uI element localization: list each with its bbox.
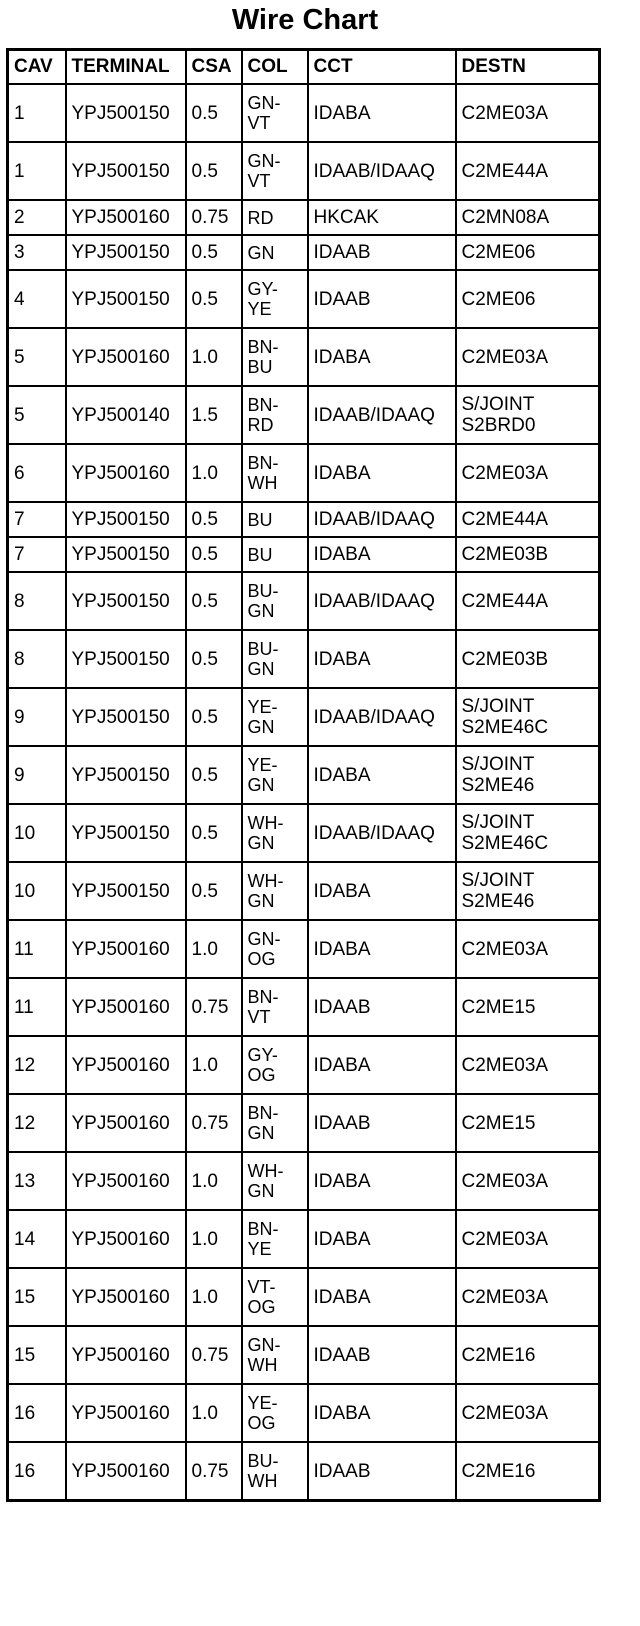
cell-cav: 6	[8, 444, 66, 502]
cell-terminal: YPJ500150	[66, 537, 186, 572]
wire-chart-table	[6, 48, 601, 1502]
cell-destn: C2ME44A	[456, 502, 600, 537]
cell-col: BU	[242, 537, 308, 572]
cell-col: BN- YE	[242, 1210, 308, 1268]
header-col: COL	[242, 50, 308, 85]
table-row	[8, 328, 600, 386]
cell-cav: 3	[8, 235, 66, 270]
cell-cav: 12	[8, 1094, 66, 1152]
cell-terminal: YPJ500150	[66, 572, 186, 630]
cell-destn: C2ME06	[456, 270, 600, 328]
cell-destn: C2ME44A	[456, 572, 600, 630]
cell-cct: IDAAB/IDAAQ	[308, 688, 456, 746]
cell-terminal: YPJ500160	[66, 1442, 186, 1501]
table-row	[8, 978, 600, 1036]
cell-destn: C2ME44A	[456, 142, 600, 200]
table-row	[8, 1326, 600, 1384]
cell-cct: IDABA	[308, 1384, 456, 1442]
cell-destn: C2ME15	[456, 1094, 600, 1152]
cell-cav: 1	[8, 142, 66, 200]
cell-col: WH- GN	[242, 804, 308, 862]
cell-destn: C2ME03A	[456, 328, 600, 386]
table-row	[8, 386, 600, 444]
cell-csa: 0.5	[186, 502, 242, 537]
cell-col: WH- GN	[242, 1152, 308, 1210]
cell-csa: 0.75	[186, 1094, 242, 1152]
cell-csa: 1.0	[186, 1152, 242, 1210]
cell-terminal: YPJ500160	[66, 444, 186, 502]
cell-col: BN- WH	[242, 444, 308, 502]
table-row	[8, 84, 600, 142]
cell-col: BN- RD	[242, 386, 308, 444]
table-row	[8, 1036, 600, 1094]
cell-col: YE- OG	[242, 1384, 308, 1442]
table-row	[8, 537, 600, 572]
cell-cav: 15	[8, 1326, 66, 1384]
header-cct: CCT	[308, 50, 456, 85]
cell-col: WH- GN	[242, 862, 308, 920]
cell-csa: 1.0	[186, 920, 242, 978]
cell-destn: C2ME03A	[456, 1210, 600, 1268]
cell-col: RD	[242, 200, 308, 235]
cell-destn: S/JOINT S2BRD0	[456, 386, 600, 444]
cell-csa: 0.5	[186, 572, 242, 630]
table-row	[8, 688, 600, 746]
cell-csa: 1.0	[186, 1036, 242, 1094]
cell-terminal: YPJ500160	[66, 200, 186, 235]
cell-terminal: YPJ500160	[66, 1152, 186, 1210]
cell-terminal: YPJ500160	[66, 1384, 186, 1442]
cell-col: VT- OG	[242, 1268, 308, 1326]
cell-cct: IDABA	[308, 328, 456, 386]
cell-col: GN	[242, 235, 308, 270]
cell-cct: IDABA	[308, 84, 456, 142]
cell-csa: 0.75	[186, 200, 242, 235]
cell-destn: S/JOINT S2ME46	[456, 862, 600, 920]
cell-terminal: YPJ500140	[66, 386, 186, 444]
cell-cav: 5	[8, 328, 66, 386]
cell-cav: 7	[8, 502, 66, 537]
cell-csa: 0.5	[186, 688, 242, 746]
cell-terminal: YPJ500150	[66, 862, 186, 920]
table-row	[8, 1210, 600, 1268]
table-row	[8, 235, 600, 270]
cell-terminal: YPJ500150	[66, 688, 186, 746]
cell-col: GY- YE	[242, 270, 308, 328]
cell-col: BU- GN	[242, 572, 308, 630]
cell-csa: 0.5	[186, 630, 242, 688]
cell-terminal: YPJ500150	[66, 270, 186, 328]
cell-col: BU- WH	[242, 1442, 308, 1501]
table-row	[8, 572, 600, 630]
cell-csa: 1.0	[186, 328, 242, 386]
table-row	[8, 630, 600, 688]
cell-destn: C2ME03B	[456, 630, 600, 688]
cell-destn: C2MN08A	[456, 200, 600, 235]
cell-col: BU- GN	[242, 630, 308, 688]
cell-terminal: YPJ500160	[66, 1326, 186, 1384]
cell-terminal: YPJ500150	[66, 630, 186, 688]
cell-cct: IDAAB/IDAAQ	[308, 142, 456, 200]
table-row	[8, 746, 600, 804]
cell-cct: IDABA	[308, 444, 456, 502]
cell-destn: C2ME16	[456, 1326, 600, 1384]
cell-terminal: YPJ500150	[66, 746, 186, 804]
cell-col: BN- VT	[242, 978, 308, 1036]
cell-destn: C2ME03A	[456, 920, 600, 978]
cell-csa: 1.0	[186, 1268, 242, 1326]
cell-cct: IDABA	[308, 1152, 456, 1210]
cell-cav: 13	[8, 1152, 66, 1210]
cell-cav: 7	[8, 537, 66, 572]
cell-cav: 9	[8, 746, 66, 804]
cell-csa: 0.75	[186, 1326, 242, 1384]
cell-cct: IDAAB	[308, 270, 456, 328]
cell-destn: C2ME03A	[456, 1384, 600, 1442]
cell-col: BN- GN	[242, 1094, 308, 1152]
cell-csa: 1.5	[186, 386, 242, 444]
cell-terminal: YPJ500160	[66, 1210, 186, 1268]
cell-cct: HKCAK	[308, 200, 456, 235]
cell-destn: C2ME03B	[456, 537, 600, 572]
cell-cct: IDAAB/IDAAQ	[308, 386, 456, 444]
cell-csa: 0.5	[186, 142, 242, 200]
cell-destn: C2ME03A	[456, 84, 600, 142]
cell-destn: S/JOINT S2ME46	[456, 746, 600, 804]
header-csa: CSA	[186, 50, 242, 85]
cell-col: YE- GN	[242, 688, 308, 746]
cell-destn: C2ME16	[456, 1442, 600, 1501]
cell-col: GY- OG	[242, 1036, 308, 1094]
cell-cav: 16	[8, 1442, 66, 1501]
header-destn: DESTN	[456, 50, 600, 85]
table-row	[8, 444, 600, 502]
cell-destn: C2ME15	[456, 978, 600, 1036]
cell-terminal: YPJ500150	[66, 142, 186, 200]
cell-cav: 15	[8, 1268, 66, 1326]
table-row	[8, 1442, 600, 1501]
cell-cav: 12	[8, 1036, 66, 1094]
cell-terminal: YPJ500150	[66, 502, 186, 537]
cell-csa: 0.75	[186, 978, 242, 1036]
header-cav: CAV	[8, 50, 66, 85]
cell-col: BU	[242, 502, 308, 537]
cell-col: BN- BU	[242, 328, 308, 386]
cell-csa: 0.5	[186, 235, 242, 270]
cell-cav: 4	[8, 270, 66, 328]
table-row	[8, 862, 600, 920]
cell-cct: IDAAB	[308, 1326, 456, 1384]
cell-col: GN- OG	[242, 920, 308, 978]
header-row	[8, 50, 600, 85]
cell-cav: 14	[8, 1210, 66, 1268]
cell-cct: IDABA	[308, 1210, 456, 1268]
cell-csa: 0.5	[186, 746, 242, 804]
cell-cav: 10	[8, 862, 66, 920]
cell-csa: 0.75	[186, 1442, 242, 1501]
cell-cav: 5	[8, 386, 66, 444]
table-row	[8, 804, 600, 862]
cell-cav: 8	[8, 572, 66, 630]
cell-destn: C2ME06	[456, 235, 600, 270]
cell-destn: C2ME03A	[456, 444, 600, 502]
cell-csa: 0.5	[186, 862, 242, 920]
cell-cav: 11	[8, 978, 66, 1036]
table-row	[8, 1384, 600, 1442]
cell-cav: 8	[8, 630, 66, 688]
table-row	[8, 1094, 600, 1152]
cell-terminal: YPJ500160	[66, 920, 186, 978]
cell-cct: IDABA	[308, 537, 456, 572]
cell-cav: 1	[8, 84, 66, 142]
cell-cct: IDABA	[308, 1036, 456, 1094]
cell-col: GN- VT	[242, 84, 308, 142]
cell-terminal: YPJ500160	[66, 1094, 186, 1152]
cell-destn: S/JOINT S2ME46C	[456, 688, 600, 746]
cell-cct: IDABA	[308, 862, 456, 920]
table-row	[8, 1152, 600, 1210]
cell-cct: IDAAB/IDAAQ	[308, 804, 456, 862]
cell-cct: IDABA	[308, 746, 456, 804]
cell-cct: IDAAB	[308, 978, 456, 1036]
table-body	[8, 84, 600, 1501]
table-row	[8, 920, 600, 978]
cell-terminal: YPJ500160	[66, 978, 186, 1036]
cell-cct: IDABA	[308, 920, 456, 978]
cell-terminal: YPJ500160	[66, 1036, 186, 1094]
table-row	[8, 502, 600, 537]
cell-destn: C2ME03A	[456, 1268, 600, 1326]
cell-destn: C2ME03A	[456, 1036, 600, 1094]
cell-cct: IDAAB/IDAAQ	[308, 502, 456, 537]
cell-csa: 1.0	[186, 444, 242, 502]
cell-terminal: YPJ500160	[66, 1268, 186, 1326]
cell-csa: 0.5	[186, 84, 242, 142]
table-row	[8, 200, 600, 235]
cell-cav: 11	[8, 920, 66, 978]
table-row	[8, 270, 600, 328]
cell-csa: 0.5	[186, 270, 242, 328]
cell-cct: IDABA	[308, 630, 456, 688]
table-row	[8, 1268, 600, 1326]
cell-cct: IDAAB	[308, 1094, 456, 1152]
header-terminal: TERMINAL	[66, 50, 186, 85]
cell-terminal: YPJ500150	[66, 804, 186, 862]
cell-cct: IDAAB/IDAAQ	[308, 572, 456, 630]
cell-csa: 1.0	[186, 1384, 242, 1442]
cell-csa: 1.0	[186, 1210, 242, 1268]
cell-destn: S/JOINT S2ME46C	[456, 804, 600, 862]
cell-csa: 0.5	[186, 804, 242, 862]
cell-cct: IDABA	[308, 1268, 456, 1326]
cell-cct: IDAAB	[308, 1442, 456, 1501]
cell-terminal: YPJ500150	[66, 84, 186, 142]
cell-cav: 9	[8, 688, 66, 746]
cell-cav: 10	[8, 804, 66, 862]
cell-terminal: YPJ500150	[66, 235, 186, 270]
cell-col: GN- WH	[242, 1326, 308, 1384]
cell-cav: 16	[8, 1384, 66, 1442]
cell-cct: IDAAB	[308, 235, 456, 270]
cell-cav: 2	[8, 200, 66, 235]
cell-col: YE- GN	[242, 746, 308, 804]
cell-terminal: YPJ500160	[66, 328, 186, 386]
cell-destn: C2ME03A	[456, 1152, 600, 1210]
chart-title: Wire Chart	[231, 4, 379, 36]
table-row	[8, 142, 600, 200]
cell-col: GN- VT	[242, 142, 308, 200]
cell-csa: 0.5	[186, 537, 242, 572]
